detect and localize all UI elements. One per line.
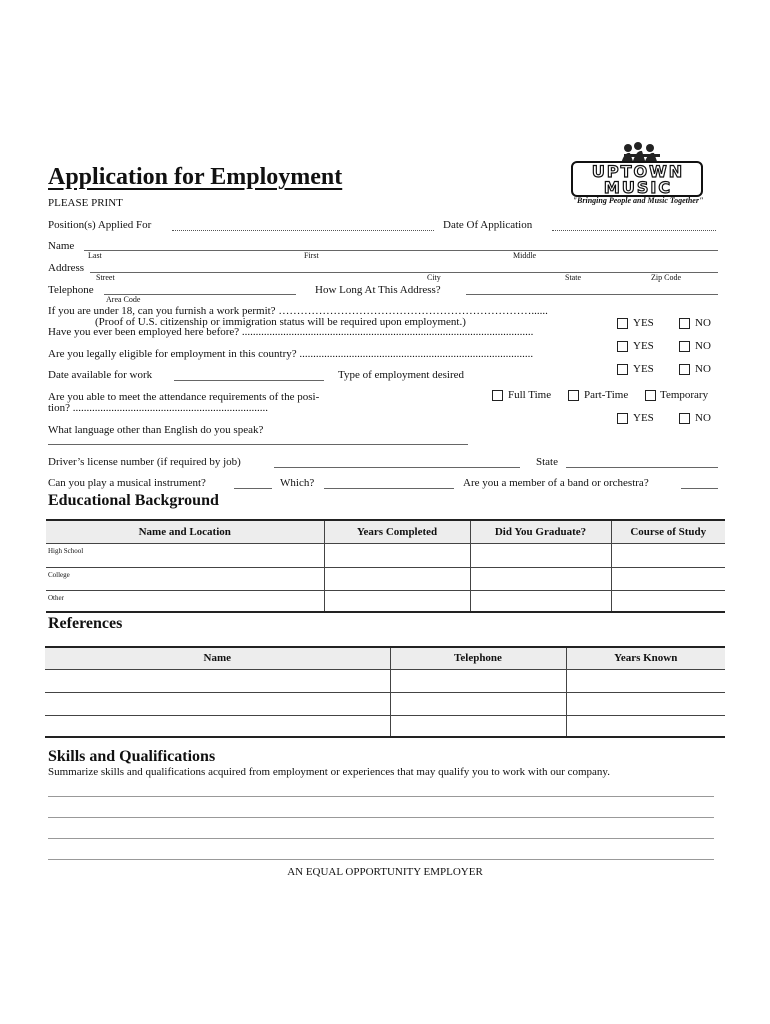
education-col-name-location: Name and Location: [46, 520, 324, 543]
education-cell[interactable]: [611, 590, 725, 612]
band-question: Are you a member of a band or orchestra?: [463, 477, 649, 489]
skills-line-1[interactable]: [48, 796, 714, 797]
which-label: Which?: [280, 477, 315, 489]
logo-tagline: "Bringing People and Music Together": [572, 196, 704, 205]
please-print-note: PLEASE PRINT: [48, 197, 123, 209]
education-col-graduate: Did You Graduate?: [470, 520, 611, 543]
table-row: [46, 567, 725, 590]
reference-cell[interactable]: [390, 715, 566, 737]
education-col-course: Course of Study: [611, 520, 725, 543]
under18-no-checkbox[interactable]: [679, 318, 690, 329]
attendance-no-checkbox[interactable]: [679, 413, 690, 424]
employed-before-yes-label: YES: [633, 340, 654, 352]
reference-cell[interactable]: [390, 669, 566, 692]
part-time-checkbox[interactable]: [568, 390, 579, 401]
employed-before-no-label: NO: [695, 340, 711, 352]
language-field[interactable]: [48, 444, 468, 445]
name-label: Name: [48, 240, 75, 252]
table-row: [45, 692, 725, 715]
education-cell[interactable]: [611, 543, 725, 567]
eligible-question: Are you legally eligible for employment in this country? .....................................................................................: [48, 348, 534, 360]
eligible-no-checkbox[interactable]: [679, 364, 690, 375]
skills-line-4[interactable]: [48, 859, 714, 860]
page-title: Application for Employment: [48, 164, 343, 190]
name-field[interactable]: [84, 250, 718, 251]
city-sublabel: City: [427, 273, 441, 282]
logo-text-uptown: UPTOWN: [591, 162, 685, 181]
proof-note: (Proof of U.S. citizenship or immigration status will be required upon employment.): [95, 316, 466, 328]
college-label: College: [48, 570, 70, 579]
employed-before-yes-checkbox[interactable]: [617, 341, 628, 352]
education-cell[interactable]: [611, 567, 725, 590]
middle-sublabel: Middle: [513, 251, 537, 260]
skills-heading: Skills and Qualifications: [48, 748, 216, 765]
attendance-no-label: NO: [695, 412, 711, 424]
education-cell[interactable]: [324, 543, 470, 567]
education-cell[interactable]: [324, 590, 470, 612]
education-header-row: [46, 520, 725, 543]
skills-line-2[interactable]: [48, 817, 714, 818]
attendance-question-line2: tion? .......................................................................: [48, 402, 268, 414]
high-school-label: High School: [48, 546, 84, 555]
education-col-years-completed: Years Completed: [324, 520, 470, 543]
how-long-label: How Long At This Address?: [315, 284, 441, 296]
table-row: [45, 715, 725, 737]
under18-yes-label: YES: [633, 317, 654, 329]
logo-text-music: MUSIC: [603, 178, 673, 197]
education-cell[interactable]: [470, 543, 611, 567]
part-time-label: Part-Time: [584, 389, 629, 401]
education-cell[interactable]: [470, 567, 611, 590]
attendance-question-line1: Are you able to meet the attendance requirements of the posi-: [48, 391, 320, 403]
date-of-application-label: Date Of Application: [443, 219, 533, 231]
eligible-yes-label: YES: [633, 363, 654, 375]
attendance-yes-checkbox[interactable]: [617, 413, 628, 424]
position-field[interactable]: [172, 230, 434, 231]
other-label: Other: [48, 593, 64, 602]
references-heading: References: [48, 615, 123, 632]
area-code-sublabel: Area Code: [106, 295, 141, 304]
first-sublabel: First: [304, 251, 319, 260]
type-employment-label: Type of employment desired: [338, 369, 465, 381]
which-field[interactable]: [324, 488, 454, 489]
temporary-label: Temporary: [660, 389, 709, 401]
table-row: [46, 543, 725, 567]
equal-opportunity-footer: AN EQUAL OPPORTUNITY EMPLOYER: [287, 866, 483, 878]
band-field[interactable]: [681, 488, 718, 489]
reference-cell[interactable]: [45, 692, 390, 715]
attendance-yes-label: YES: [633, 412, 654, 424]
references-col-telephone: Telephone: [390, 647, 566, 669]
references-table: [45, 646, 725, 738]
instrument-question: Can you play a musical instrument?: [48, 477, 206, 489]
education-heading: Educational Background: [48, 492, 219, 509]
eligible-yes-checkbox[interactable]: [617, 364, 628, 375]
address-field[interactable]: [90, 272, 718, 273]
education-cell-other[interactable]: [46, 590, 324, 612]
reference-cell[interactable]: [566, 669, 725, 692]
table-row: [46, 590, 725, 612]
employed-before-no-checkbox[interactable]: [679, 341, 690, 352]
reference-cell[interactable]: [566, 692, 725, 715]
references-col-years-known: Years Known: [566, 647, 725, 669]
skills-description: Summarize skills and qualifications acquired from employment or experiences that may qualify you to work with our company.: [48, 766, 610, 778]
skills-line-3[interactable]: [48, 838, 714, 839]
license-state-label: State: [536, 456, 558, 468]
reference-cell[interactable]: [566, 715, 725, 737]
how-long-field[interactable]: [466, 294, 718, 295]
references-col-name: Name: [45, 647, 390, 669]
drivers-license-label: Driver’s license number (if required by job): [48, 456, 241, 468]
eligible-no-label: NO: [695, 363, 711, 375]
drivers-license-field[interactable]: [274, 467, 520, 468]
education-cell[interactable]: [324, 567, 470, 590]
license-state-field[interactable]: [566, 467, 718, 468]
state-sublabel: State: [565, 273, 581, 282]
education-cell[interactable]: [470, 590, 611, 612]
references-header-row: [45, 647, 725, 669]
zip-sublabel: Zip Code: [651, 273, 681, 282]
under18-question: If you are under 18, can you furnish a work permit? ……………………………………………………………......: [48, 305, 548, 317]
date-available-label: Date available for work: [48, 369, 153, 381]
full-time-label: Full Time: [508, 389, 552, 401]
temporary-checkbox[interactable]: [645, 390, 656, 401]
full-time-checkbox[interactable]: [492, 390, 503, 401]
education-table: [46, 519, 725, 613]
education-cell-college[interactable]: [46, 567, 324, 590]
uptown-music-logo: [566, 140, 716, 210]
table-row: [45, 669, 725, 692]
reference-cell[interactable]: [45, 715, 390, 737]
under18-yes-checkbox[interactable]: [617, 318, 628, 329]
reference-cell[interactable]: [45, 669, 390, 692]
under18-no-label: NO: [695, 317, 711, 329]
position-label: Position(s) Applied For: [48, 219, 152, 231]
telephone-label: Telephone: [48, 284, 94, 296]
language-question: What language other than English do you speak?: [48, 424, 264, 436]
street-sublabel: Street: [96, 273, 115, 282]
last-sublabel: Last: [88, 251, 102, 260]
date-of-application-field[interactable]: [552, 230, 716, 231]
education-cell-high-school[interactable]: [46, 543, 324, 567]
reference-cell[interactable]: [390, 692, 566, 715]
employed-before-question: Have you ever been employed here before? ..........................................................................................................: [48, 326, 534, 338]
address-label: Address: [48, 262, 85, 274]
instrument-field[interactable]: [234, 488, 272, 489]
date-available-field[interactable]: [174, 380, 324, 381]
